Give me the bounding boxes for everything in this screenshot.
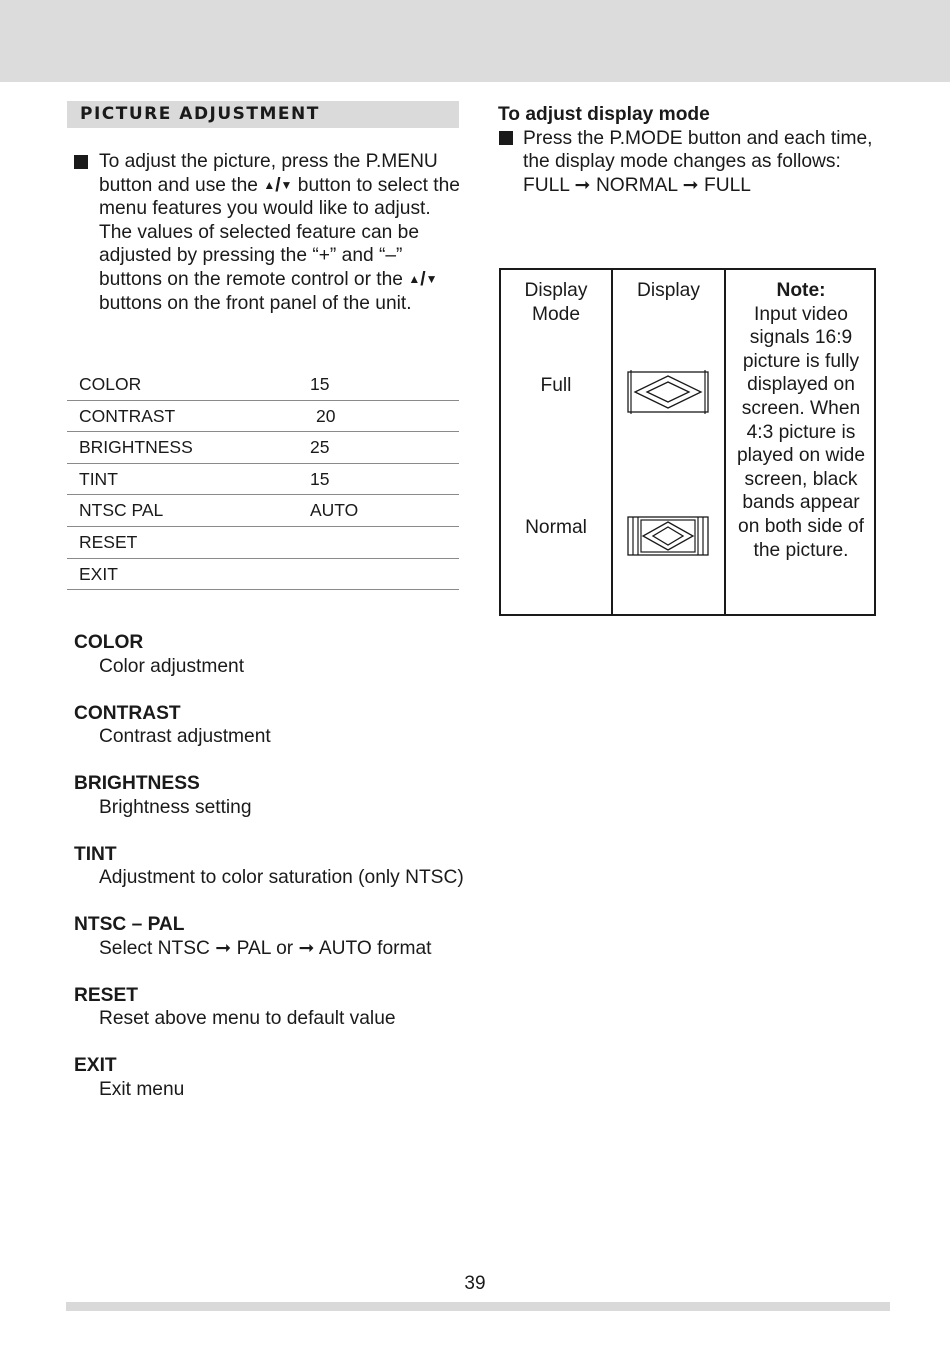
- display-mode-instruction: Press the P.MODE button and each time, the display mode changes as follows:: [523, 127, 873, 173]
- menu-item-name: RESET: [79, 531, 138, 552]
- definition-term: NTSC – PAL: [74, 914, 185, 936]
- definition-desc: Color adjustment: [99, 655, 245, 677]
- normal-screen-diamond-icon: [627, 515, 709, 557]
- mode-label-full: Full: [540, 375, 572, 396]
- intro-text-2: button to select the menu features you would like to adjust. The values of selected feature can be adjusted by pressing the “+” and “–” buttons on the remote control or the: [99, 174, 460, 290]
- display-mode-section: [498, 103, 888, 197]
- definition-desc: Contrast adjustment: [99, 726, 271, 748]
- menu-row-ntsc-pal: [67, 495, 459, 527]
- menu-row-reset: [67, 527, 459, 559]
- down-arrow-icon: ▼: [425, 271, 438, 286]
- menu-item-value: 15: [310, 468, 330, 489]
- definition-item: [74, 772, 464, 819]
- intro-paragraph: [74, 150, 464, 315]
- intro-text-1: To adjust the picture, press the P.MENU button and use the: [99, 151, 438, 196]
- up-arrow-icon: ▲: [408, 271, 421, 286]
- menu-row-tint: [67, 464, 459, 496]
- slash-separator: /: [420, 268, 426, 290]
- mode-label-normal: Normal: [525, 517, 587, 538]
- intro-text-3: buttons on the front panel of the unit.: [99, 292, 412, 314]
- mode-column-header: Display Mode: [524, 280, 588, 325]
- definition-item: [74, 1054, 464, 1101]
- header-band: [0, 0, 950, 82]
- menu-item-value: 20: [316, 405, 336, 426]
- display-column-header: Display: [637, 280, 700, 301]
- menu-item-name: BRIGHTNESS: [79, 437, 193, 458]
- up-arrow-icon: ▲: [263, 177, 276, 192]
- definition-item: [74, 913, 464, 960]
- definition-term: BRIGHTNESS: [74, 773, 200, 795]
- note-text: Input video signals 16:9 picture is fully displayed on screen. When 4:3 picture is played on wide screen, black bands appear on both side of the picture.: [736, 303, 865, 561]
- definition-term: TINT: [74, 843, 117, 865]
- square-bullet-icon: [74, 155, 88, 169]
- definition-desc: Brightness setting: [99, 796, 252, 818]
- definition-item: [74, 843, 464, 890]
- menu-row-contrast: [67, 401, 459, 433]
- page-number: 39: [464, 1273, 486, 1294]
- square-bullet-icon: [499, 131, 513, 145]
- definition-item: [74, 984, 464, 1031]
- definition-item: [74, 631, 464, 678]
- display-mode-heading: To adjust display mode: [498, 104, 710, 125]
- slash-separator: /: [275, 174, 281, 196]
- note-title: Note:: [776, 280, 826, 301]
- note-block: [726, 270, 876, 562]
- footer-band: [66, 1302, 890, 1311]
- full-screen-diamond-icon: [627, 369, 709, 415]
- menu-row-color: [67, 369, 459, 401]
- definition-desc: Exit menu: [99, 1079, 185, 1101]
- note-column: [726, 270, 876, 614]
- definition-desc: Reset above menu to default value: [99, 1008, 396, 1030]
- menu-item-name: TINT: [79, 468, 118, 489]
- definition-desc: Select NTSC ➞ PAL or ➞ AUTO format: [99, 937, 432, 959]
- definitions-list: [74, 631, 464, 1125]
- menu-item-name: EXIT: [79, 563, 118, 584]
- menu-table: [67, 369, 459, 590]
- definition-term: EXIT: [74, 1055, 117, 1077]
- definition-term: CONTRAST: [74, 702, 181, 724]
- definition-term: COLOR: [74, 632, 144, 653]
- menu-item-name: COLOR: [79, 374, 142, 394]
- definition-term: RESET: [74, 984, 138, 1006]
- menu-item-name: CONTRAST: [79, 405, 176, 426]
- menu-row-brightness: [67, 432, 459, 464]
- down-arrow-icon: ▼: [280, 177, 293, 192]
- definition-item: [74, 702, 464, 749]
- menu-item-value: AUTO: [310, 500, 359, 521]
- definition-desc: Adjustment to color saturation (only NTSC): [99, 867, 464, 889]
- menu-item-value: 25: [310, 437, 330, 458]
- menu-row-exit: [67, 559, 459, 591]
- display-column: [613, 270, 726, 614]
- menu-item-name: NTSC PAL: [79, 500, 164, 521]
- mode-column: [501, 270, 613, 614]
- display-mode-sequence: FULL ➞ NORMAL ➞ FULL: [523, 174, 751, 196]
- section-title: PICTURE ADJUSTMENT: [67, 101, 459, 128]
- menu-item-value: 15: [310, 374, 330, 394]
- display-mode-table: [499, 268, 876, 616]
